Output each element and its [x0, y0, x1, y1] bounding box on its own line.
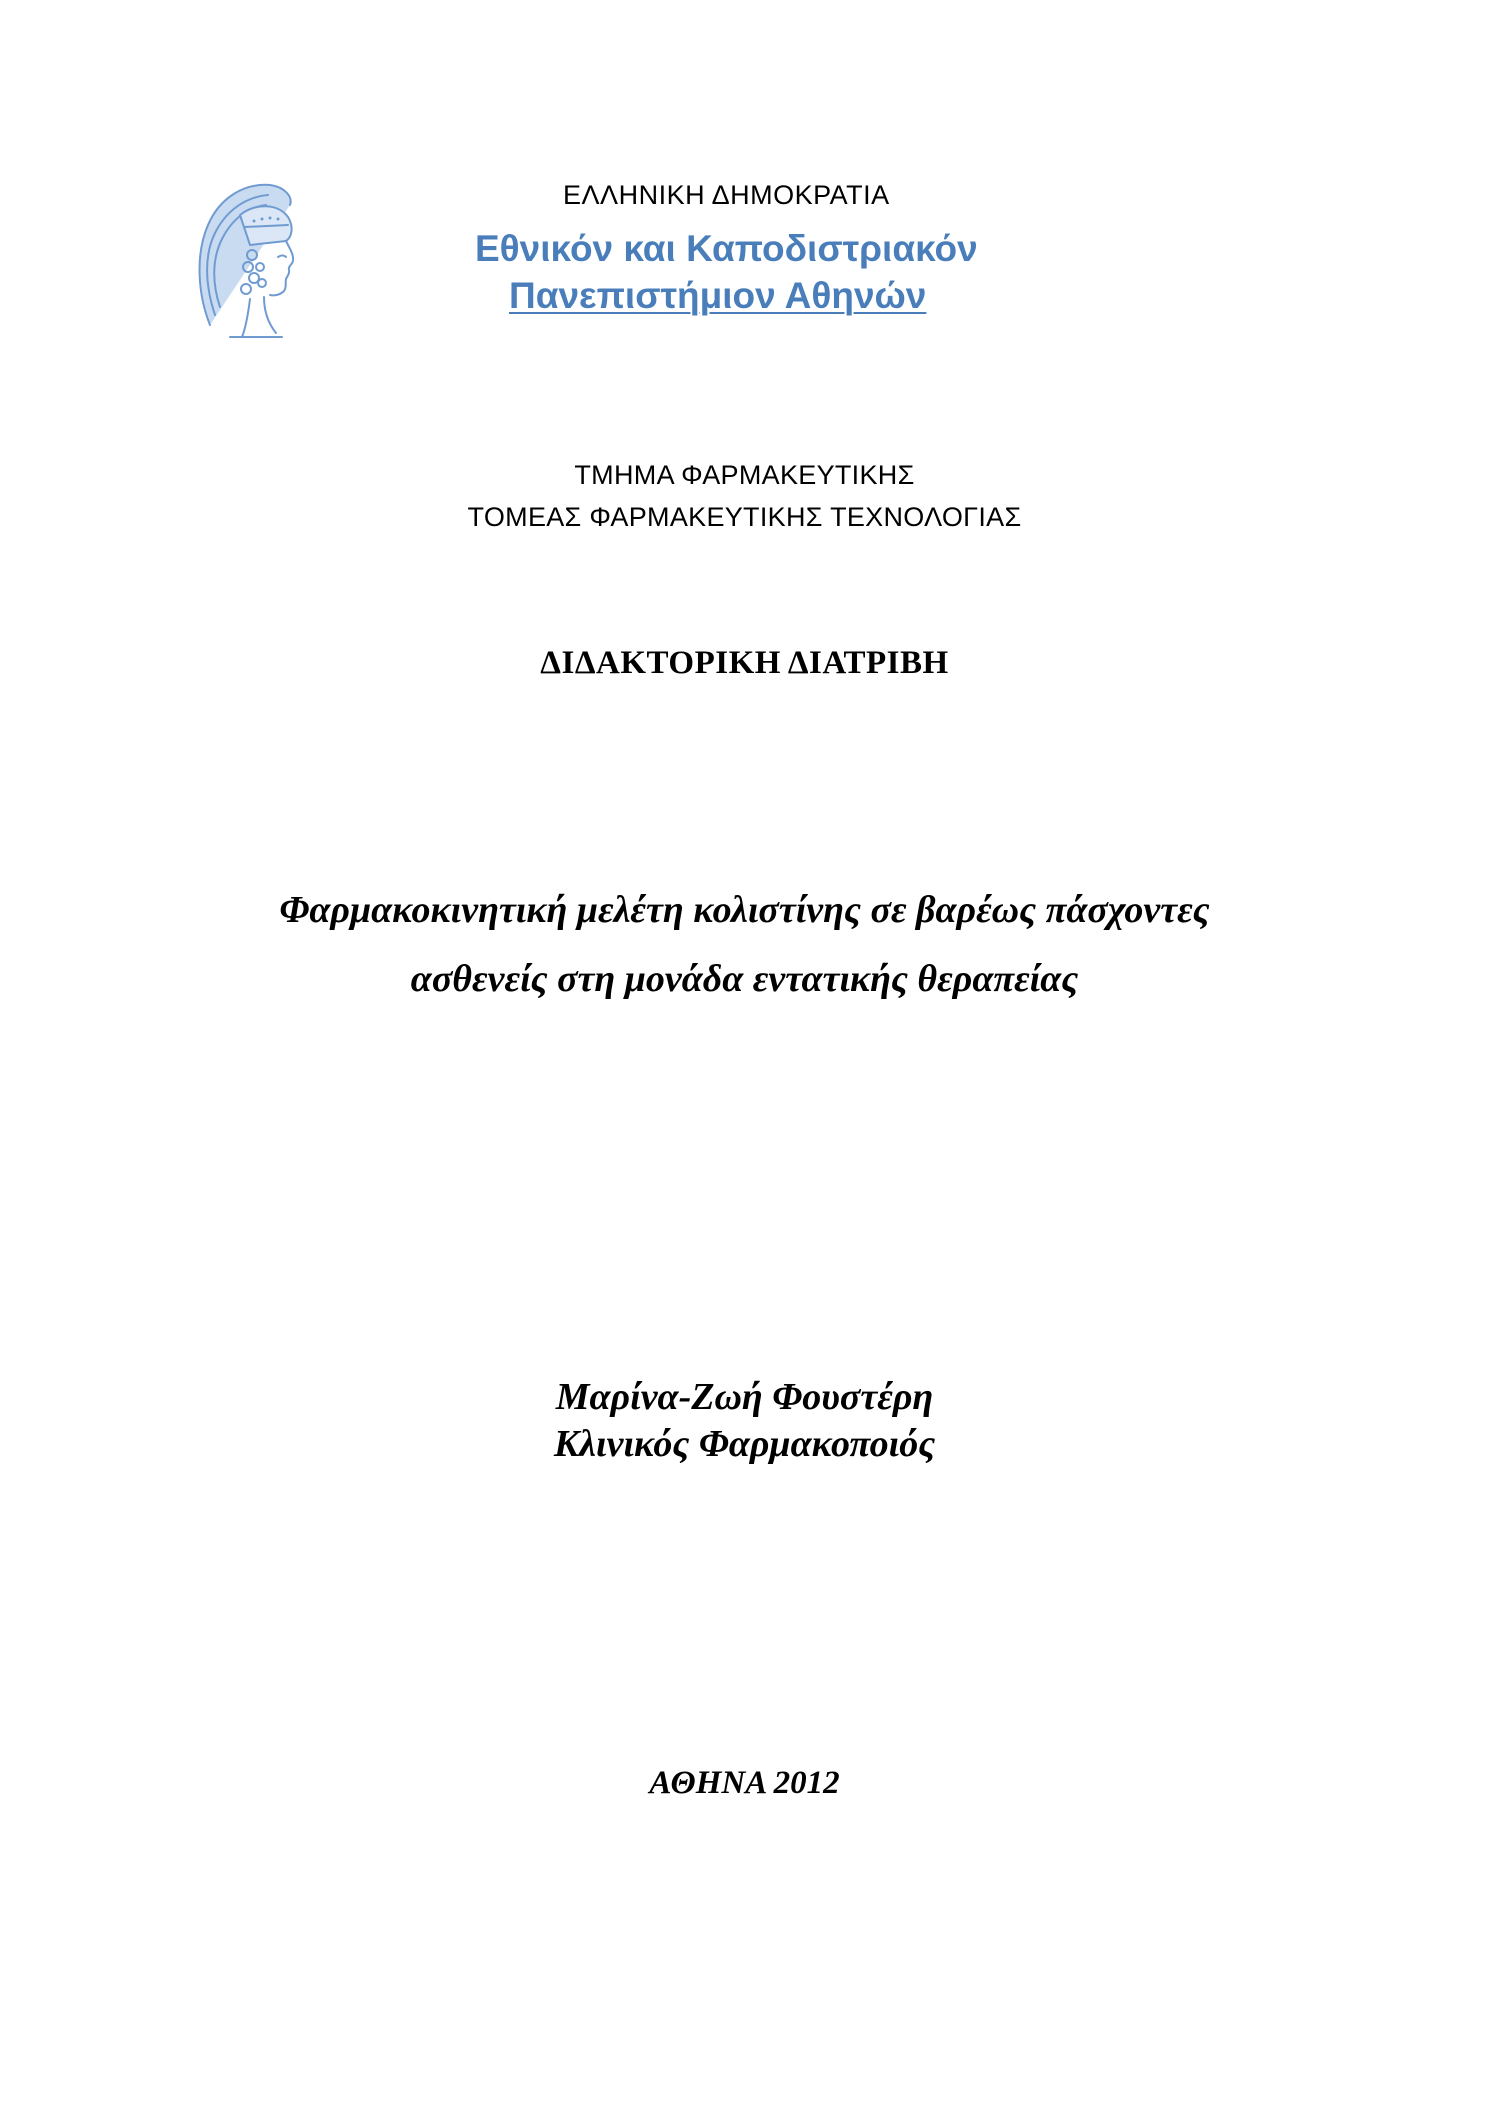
department-name: ΤΜΗΜΑ ΦΑΡΜΑΚΕΥΤΙΚΗΣ: [574, 460, 915, 490]
author-role: Κλινικός Φαρμακοποιός: [553, 1423, 936, 1465]
country-name: ΕΛΛΗΝΙΚΗ ΔΗΜΟΚΡΑΤΙΑ: [563, 180, 890, 210]
thesis-title-line1: Φαρμακοκινητική μελέτη κολιστίνης σε βαρέως πάσχοντες: [279, 889, 1210, 931]
document-type: ΔΙΔΑΚΤΟΡΙΚΗ ΔΙΑΤΡΙΒΗ: [540, 645, 949, 681]
university-name-line2: Πανεπιστήμιον Αθηνών: [509, 275, 927, 316]
department-sector: ΤΟΜΕΑΣ ΦΑΡΜΑΚΕΥΤΙΚΗΣ ΤΕΧΝΟΛΟΓΙΑΣ: [467, 502, 1022, 532]
athena-head-emblem-icon: [190, 175, 305, 345]
university-name-line1: Εθνικόν και Καποδιστριακόν: [475, 228, 978, 269]
thesis-title-line2: ασθενείς στη μονάδα εντατικής θεραπείας: [410, 958, 1079, 1000]
author-name: Μαρίνα-Ζωή Φουστέρη: [555, 1376, 934, 1418]
place-and-year: ΑΘΗΝΑ 2012: [649, 1765, 840, 1801]
